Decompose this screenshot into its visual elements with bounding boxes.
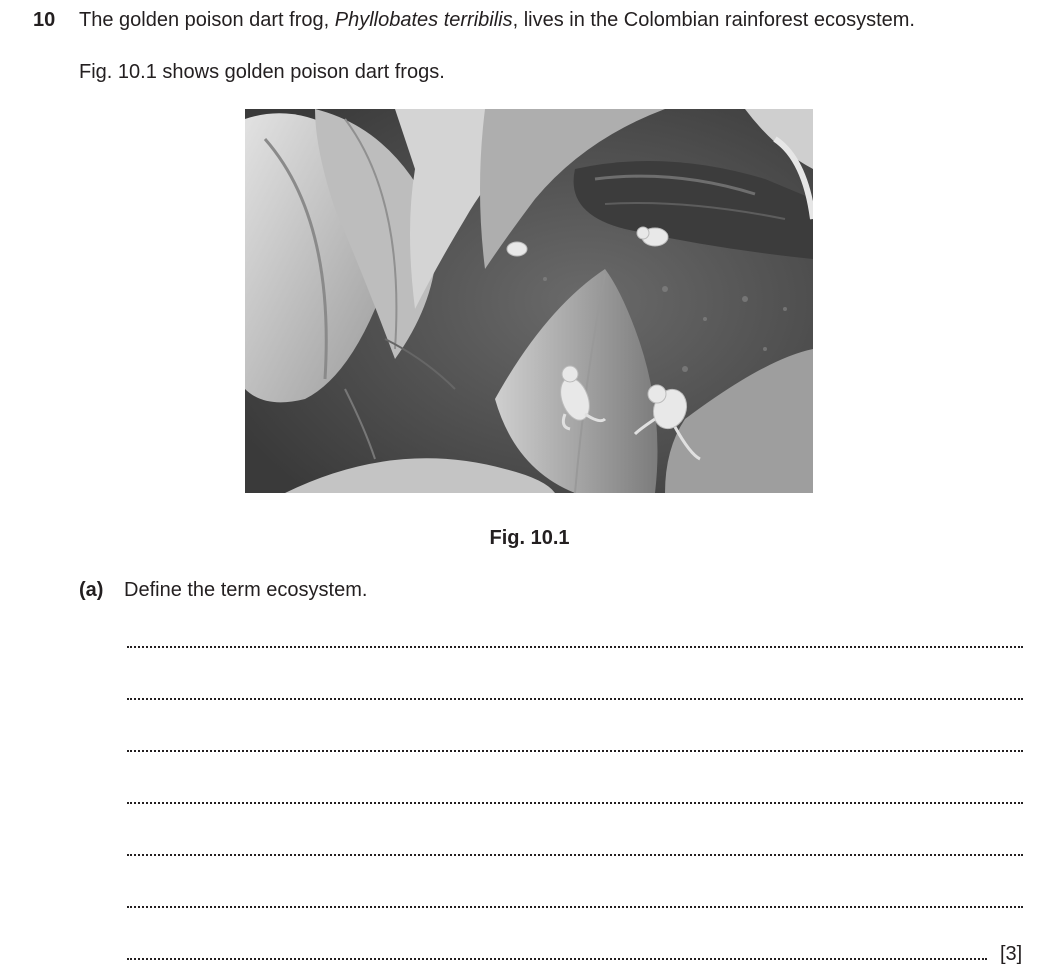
answer-line[interactable] — [127, 906, 1023, 908]
answer-line[interactable] — [127, 802, 1023, 804]
part-a-label: (a) — [79, 579, 104, 601]
part-a-prompt: Define the term ecosystem. — [124, 579, 368, 601]
answer-line[interactable] — [127, 646, 1023, 648]
stem-text-after: , lives in the Colombian rainforest ecosystem. — [512, 9, 915, 31]
species-name: Phyllobates terribilis — [334, 9, 513, 31]
figure-intro: Fig. 10.1 shows golden poison dart frogs. — [79, 61, 445, 83]
question-stem — [79, 8, 915, 32]
answer-line[interactable] — [127, 958, 987, 960]
answer-line[interactable] — [127, 854, 1023, 856]
figure-caption: Fig. 10.1 — [489, 527, 570, 549]
stem-text-before: The golden poison dart frog, — [79, 9, 335, 31]
answer-line[interactable] — [127, 750, 1023, 752]
frog-photo — [245, 109, 813, 493]
marks-allocation: [3] — [1000, 943, 1023, 965]
question-number: 10 — [33, 9, 56, 31]
answer-line[interactable] — [127, 698, 1023, 700]
